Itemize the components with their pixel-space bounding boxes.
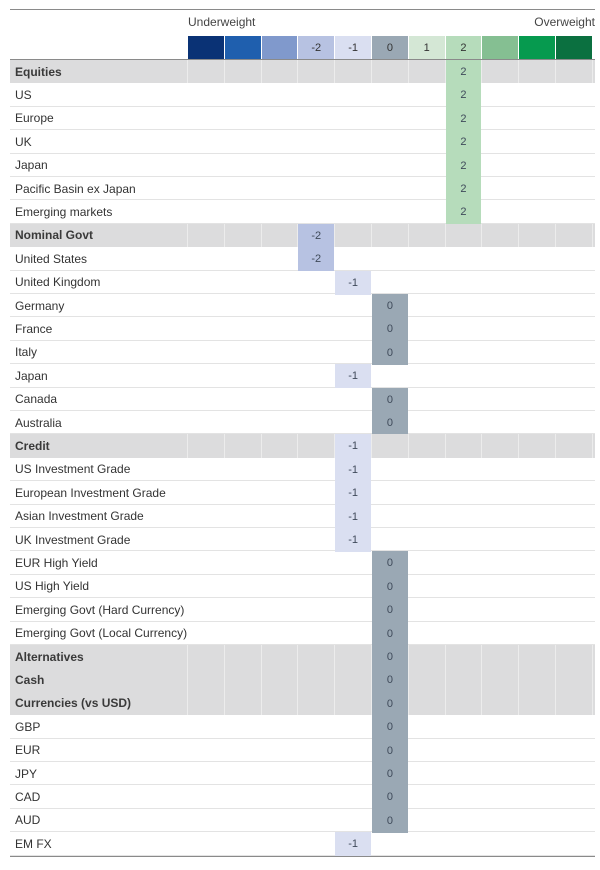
group-row-divider (371, 434, 372, 457)
row-label: European Investment Grade (15, 485, 166, 500)
group-row-divider (371, 224, 372, 247)
group-row-divider (334, 692, 335, 715)
row-label: Emerging Govt (Local Currency) (15, 626, 188, 641)
group-row-divider (481, 645, 482, 668)
row-label: EUR High Yield (15, 556, 98, 571)
group-row-background (10, 434, 595, 457)
group-row-divider (261, 434, 262, 457)
position-mark: -1 (335, 832, 371, 856)
scale-cell (519, 36, 555, 59)
position-mark: -1 (335, 505, 371, 529)
row-label: Pacific Basin ex Japan (15, 181, 136, 196)
group-row-divider (592, 224, 593, 247)
position-mark: 0 (372, 598, 408, 622)
row-label: Canada (15, 392, 58, 407)
scale-cell (262, 36, 298, 59)
group-row-divider (518, 668, 519, 691)
position-mark: 0 (372, 645, 408, 669)
group-row-divider (445, 645, 446, 668)
scale-cell: -2 (298, 36, 334, 59)
position-mark: 0 (372, 317, 408, 341)
row-label: UK (15, 134, 32, 149)
position-mark: 2 (446, 60, 482, 84)
group-row-divider (297, 645, 298, 668)
group-row-divider (261, 692, 262, 715)
group-label: Credit (15, 439, 50, 454)
row-label: UK Investment Grade (15, 532, 131, 547)
row-divider (10, 106, 595, 107)
group-label: Alternatives (15, 649, 84, 664)
scale-cell (225, 36, 261, 59)
group-row-divider (592, 60, 593, 83)
position-mark: 0 (372, 762, 408, 786)
group-row-divider (187, 224, 188, 247)
top-rule (10, 9, 595, 10)
group-row-divider (334, 668, 335, 691)
position-mark: -1 (335, 434, 371, 458)
row-label: Emerging Govt (Hard Currency) (15, 602, 185, 617)
row-divider (10, 153, 595, 154)
position-mark: 2 (446, 200, 482, 224)
row-divider (10, 129, 595, 130)
row-label: Germany (15, 298, 65, 313)
row-label: Asian Investment Grade (15, 509, 144, 524)
row-label: EM FX (15, 836, 52, 851)
group-row-divider (408, 645, 409, 668)
group-row-divider (592, 434, 593, 457)
group-row-divider (224, 668, 225, 691)
scale-cell: -1 (335, 36, 371, 59)
row-divider (10, 574, 595, 575)
position-mark: -1 (335, 271, 371, 295)
group-row-divider (334, 60, 335, 83)
position-mark: 0 (372, 388, 408, 412)
position-mark: 0 (372, 809, 408, 833)
row-divider (10, 831, 595, 832)
group-row-divider (481, 224, 482, 247)
position-mark: 2 (446, 83, 482, 107)
group-row-divider (224, 60, 225, 83)
group-row-divider (297, 692, 298, 715)
group-row-divider (408, 668, 409, 691)
group-row-divider (261, 224, 262, 247)
position-mark: -2 (298, 224, 334, 248)
group-row-divider (445, 668, 446, 691)
scale-cell: 2 (446, 36, 482, 59)
group-row-divider (297, 60, 298, 83)
row-divider (10, 387, 595, 388)
row-divider (10, 316, 595, 317)
group-label: Equities (15, 64, 62, 79)
position-mark: -1 (335, 364, 371, 388)
position-mark: 0 (372, 785, 408, 809)
row-label: United Kingdom (15, 275, 101, 290)
row-divider (10, 784, 595, 785)
group-row-divider (371, 60, 372, 83)
group-row-divider (261, 668, 262, 691)
group-row-divider (408, 224, 409, 247)
group-label: Nominal Govt (15, 228, 94, 243)
group-row-divider (224, 224, 225, 247)
underweight-label: Underweight (188, 15, 256, 29)
group-row-divider (408, 692, 409, 715)
group-row-divider (187, 60, 188, 83)
group-row-background (10, 60, 595, 83)
overweight-label: Overweight (534, 15, 595, 29)
group-row-divider (445, 224, 446, 247)
group-row-divider (555, 224, 556, 247)
row-label: France (15, 322, 53, 337)
position-mark: 0 (372, 341, 408, 365)
row-label: AUD (15, 813, 41, 828)
row-label: US High Yield (15, 579, 90, 594)
group-row-divider (224, 645, 225, 668)
group-row-divider (187, 645, 188, 668)
row-divider (10, 808, 595, 809)
scale-cell (556, 36, 592, 59)
group-row-divider (445, 692, 446, 715)
group-row-divider (224, 692, 225, 715)
row-label: JPY (15, 766, 38, 781)
group-row-divider (518, 60, 519, 83)
group-row-divider (334, 224, 335, 247)
group-row-divider (481, 668, 482, 691)
group-row-divider (592, 668, 593, 691)
row-divider (10, 340, 595, 341)
position-mark: 0 (372, 575, 408, 599)
row-label: Japan (15, 158, 48, 173)
row-label: Europe (15, 111, 54, 126)
position-mark: 0 (372, 411, 408, 435)
position-mark: -1 (335, 481, 371, 505)
position-mark: 2 (446, 177, 482, 201)
row-divider (10, 363, 595, 364)
row-label: Japan (15, 368, 48, 383)
row-label: US Investment Grade (15, 462, 131, 477)
group-row-divider (334, 645, 335, 668)
row-label: Italy (15, 345, 38, 360)
group-label: Currencies (vs USD) (15, 696, 132, 711)
group-row-divider (592, 692, 593, 715)
position-mark: -2 (298, 247, 334, 271)
position-mark: 0 (372, 668, 408, 692)
position-mark: 0 (372, 622, 408, 646)
row-label: CAD (15, 790, 41, 805)
group-row-divider (261, 645, 262, 668)
group-row-background (10, 645, 595, 668)
group-row-divider (592, 645, 593, 668)
group-row-divider (187, 668, 188, 691)
row-divider (10, 410, 595, 411)
group-label: Cash (15, 673, 45, 688)
group-row-divider (187, 434, 188, 457)
position-mark: 0 (372, 715, 408, 739)
group-row-divider (555, 668, 556, 691)
group-row-divider (297, 434, 298, 457)
group-row-divider (555, 434, 556, 457)
position-mark: 2 (446, 130, 482, 154)
position-mark: 0 (372, 692, 408, 716)
position-mark: 0 (372, 739, 408, 763)
row-label: US (15, 88, 32, 103)
position-mark: -1 (335, 458, 371, 482)
positioning-table (10, 0, 595, 870)
position-mark: -1 (335, 528, 371, 552)
group-row-divider (445, 434, 446, 457)
group-row-divider (555, 60, 556, 83)
group-row-divider (408, 434, 409, 457)
group-row-divider (518, 645, 519, 668)
scale-cell: 1 (409, 36, 445, 59)
row-label: GBP (15, 719, 41, 734)
group-row-divider (187, 692, 188, 715)
position-mark: 0 (372, 551, 408, 575)
scale-cell (482, 36, 518, 59)
group-row-background (10, 668, 595, 691)
row-label: Australia (15, 415, 62, 430)
row-label: Emerging markets (15, 205, 113, 220)
group-row-divider (555, 692, 556, 715)
position-mark: 2 (446, 154, 482, 178)
group-row-divider (224, 434, 225, 457)
row-label: EUR (15, 743, 41, 758)
group-row-divider (297, 668, 298, 691)
group-row-divider (481, 434, 482, 457)
scale-cell: 0 (372, 36, 408, 59)
row-divider (10, 738, 595, 739)
group-row-divider (518, 434, 519, 457)
group-row-divider (481, 60, 482, 83)
scale-cell (188, 36, 224, 59)
group-row-divider (555, 645, 556, 668)
row-label: United States (15, 251, 88, 266)
group-row-divider (261, 60, 262, 83)
group-row-divider (408, 60, 409, 83)
group-row-divider (518, 692, 519, 715)
row-divider (10, 761, 595, 762)
position-mark: 2 (446, 107, 482, 131)
group-row-divider (481, 692, 482, 715)
group-row-divider (518, 224, 519, 247)
position-mark: 0 (372, 294, 408, 318)
bottom-rule (10, 856, 595, 857)
